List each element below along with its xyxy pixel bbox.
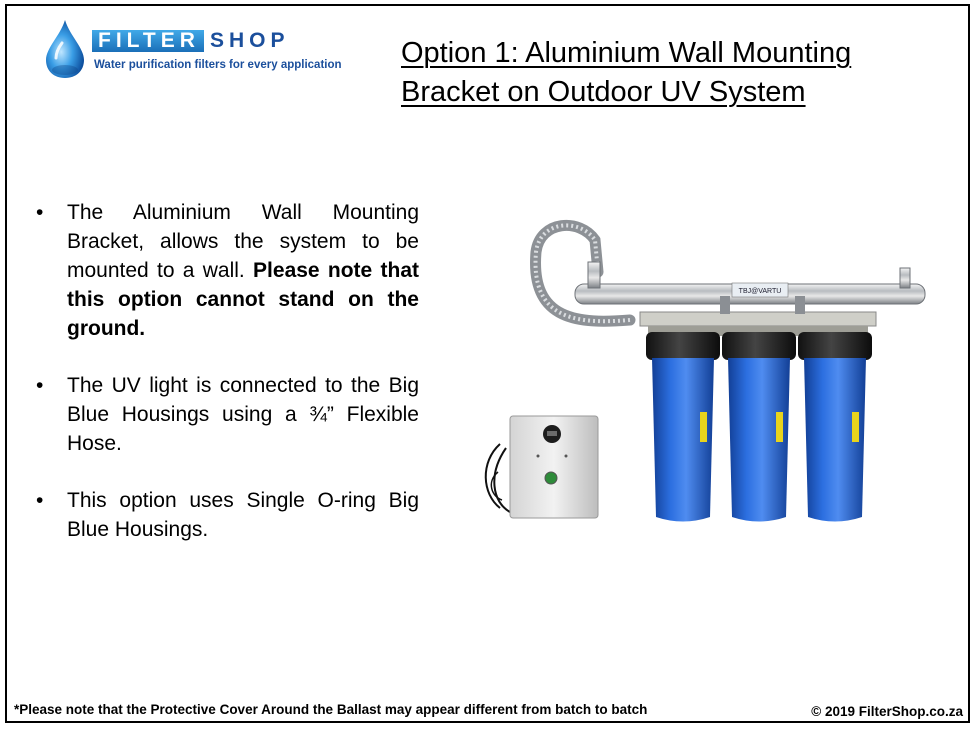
feature-list [30, 198, 419, 572]
filtershop-logo [42, 18, 372, 80]
mounting-bracket [640, 312, 876, 326]
brand-name [92, 30, 289, 52]
brand-tagline: Water purification filters for every application [94, 59, 342, 71]
indicator-light [545, 472, 557, 484]
bullet-text: This option uses Single O-ring Big Blue Housings. [67, 489, 419, 541]
page-title [401, 34, 961, 112]
uv-brand-label: TBJ@VARTU [738, 288, 782, 295]
water-drop-icon [42, 18, 88, 80]
uv-chamber [575, 262, 925, 314]
bullet-text: The UV light is connected to the Big Blue Housings using a ¾” Flexible Hose. [67, 374, 419, 455]
brand-filter: FILTER [92, 30, 204, 52]
title-line-2: Bracket on Outdoor UV System [401, 76, 806, 108]
ballast-box [486, 416, 598, 518]
bullet-text: The Aluminium Wall Mounting Bracket, allows the system to be mounted to a wall. [67, 201, 419, 282]
list-item [30, 198, 419, 343]
big-blue-housing [798, 332, 872, 522]
footer-note: *Please note that the Protective Cover Around the Ballast may appear different from batch to batch [14, 702, 648, 717]
uv-system-product-image [470, 212, 940, 532]
bullet-bold-note: Please note that this option cannot stand on the ground. [67, 259, 419, 340]
title-line-1: Option 1: Aluminium Wall Mounting [401, 37, 852, 69]
flexible-hose [536, 225, 630, 321]
list-item [30, 486, 419, 544]
brand-shop: SHOP [209, 29, 290, 52]
copyright: © 2019 FilterShop.co.za [811, 704, 963, 719]
big-blue-housing [646, 332, 720, 522]
list-item [30, 371, 419, 458]
big-blue-housing [722, 332, 796, 522]
